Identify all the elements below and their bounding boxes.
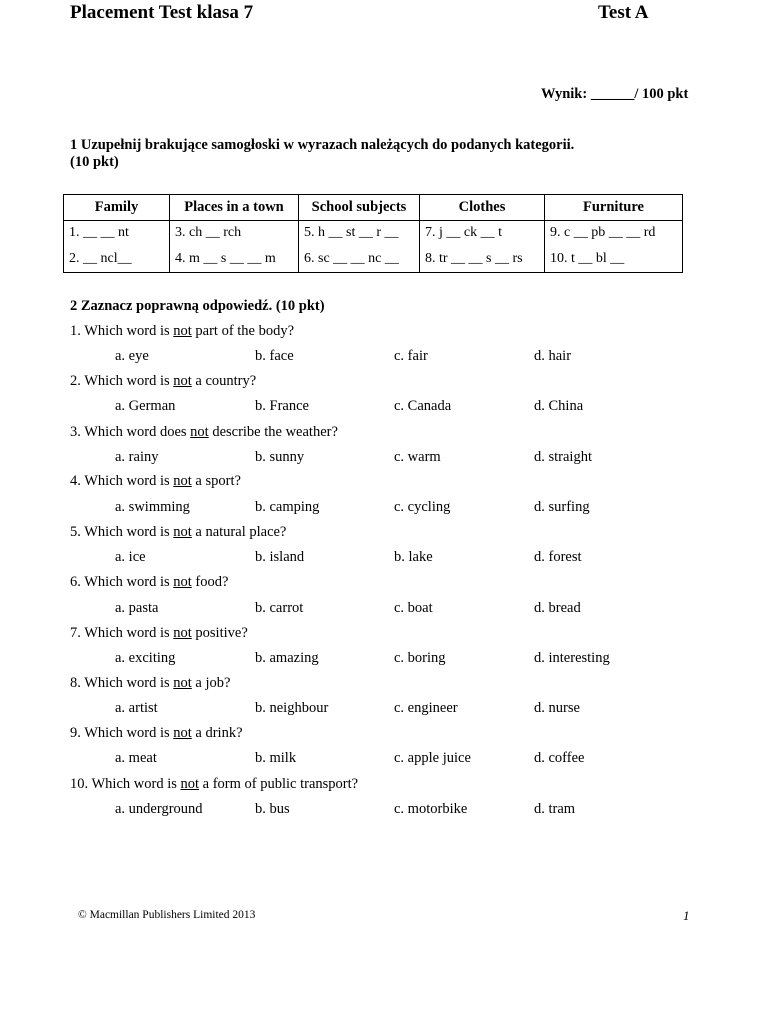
- table-header: School subjects: [299, 195, 420, 221]
- question-text: part of the body?: [191, 323, 295, 339]
- option-a: a. German: [115, 398, 176, 414]
- underlined-word: not: [173, 574, 192, 590]
- option-c: c. warm: [394, 449, 441, 465]
- question-text: 2. Which word is: [70, 373, 174, 389]
- option-c: c. fair: [394, 348, 428, 364]
- option-a: a. exciting: [115, 650, 176, 666]
- table-cell: 3. ch __ rch: [170, 221, 299, 246]
- option-b: b. camping: [255, 499, 320, 515]
- option-d: d. forest: [534, 549, 582, 565]
- option-a: a. swimming: [115, 499, 190, 515]
- question-1: [70, 323, 294, 340]
- table-header: Family: [64, 195, 170, 221]
- question-3: [70, 424, 338, 441]
- underlined-word: not: [180, 776, 200, 792]
- option-a: a. meat: [115, 750, 157, 766]
- table-header-row: [64, 195, 683, 221]
- underlined-word: not: [173, 373, 192, 389]
- option-c: c. cycling: [394, 499, 451, 515]
- table-row: [64, 245, 683, 273]
- question-text: 6. Which word is: [70, 574, 174, 590]
- question-text: a natural place?: [191, 524, 287, 540]
- question-text: 3. Which word does: [70, 424, 191, 440]
- table-header: Places in a town: [170, 195, 299, 221]
- question-10: [70, 776, 358, 793]
- option-d: d. interesting: [534, 650, 610, 666]
- option-b: b. carrot: [255, 600, 304, 616]
- table-cell: 7. j __ ck __ t: [420, 221, 545, 246]
- underlined-word: not: [173, 524, 192, 540]
- option-d: d. tram: [534, 801, 576, 817]
- table-cell: 6. sc __ __ nc __: [299, 245, 420, 273]
- question-9: [70, 725, 243, 742]
- option-d: d. China: [534, 398, 584, 414]
- option-b: b. face: [255, 348, 294, 364]
- vowel-table: [63, 194, 683, 273]
- option-c: c. boring: [394, 650, 446, 666]
- underlined-word: not: [173, 323, 192, 339]
- option-d: d. straight: [534, 449, 592, 465]
- option-b: b. France: [255, 398, 309, 414]
- option-b: b. island: [255, 549, 305, 565]
- underlined-word: not: [173, 675, 192, 691]
- section2-instruction: 2 Zaznacz poprawną odpowiedź. (10 pkt): [70, 298, 325, 314]
- option-a: a. artist: [115, 700, 158, 716]
- option-d: d. surfing: [534, 499, 590, 515]
- question-text: 10. Which word is: [70, 776, 181, 792]
- test-version: Test A: [598, 2, 649, 23]
- question-text: 4. Which word is: [70, 473, 174, 489]
- question-text: a job?: [191, 675, 231, 691]
- option-b: b. neighbour: [255, 700, 329, 716]
- question-4: [70, 473, 241, 490]
- option-b: b. amazing: [255, 650, 319, 666]
- option-d: d. hair: [534, 348, 572, 364]
- option-c: c. engineer: [394, 700, 458, 716]
- option-a: a. rainy: [115, 449, 159, 465]
- table-cell: 10. t __ bl __: [545, 245, 683, 273]
- question-text: a sport?: [191, 473, 241, 489]
- question-text: a form of public transport?: [199, 776, 359, 792]
- option-c: c. motorbike: [394, 801, 468, 817]
- option-b: b. bus: [255, 801, 290, 817]
- table-cell: 5. h __ st __ r __: [299, 221, 420, 246]
- option-d: d. bread: [534, 600, 581, 616]
- question-text: 8. Which word is: [70, 675, 174, 691]
- option-c: c. boat: [394, 600, 433, 616]
- option-c: c. apple juice: [394, 750, 471, 766]
- page-number: 1: [683, 908, 690, 923]
- question-text: 9. Which word is: [70, 725, 174, 741]
- option-a: a. pasta: [115, 600, 159, 616]
- question-text: a drink?: [191, 725, 243, 741]
- question-text: food?: [191, 574, 229, 590]
- question-2: [70, 373, 256, 390]
- table-row: [64, 221, 683, 246]
- question-8: [70, 675, 230, 692]
- underlined-word: not: [173, 625, 192, 641]
- question-text: a country?: [191, 373, 257, 389]
- table-cell: 1. __ __ nt: [64, 221, 170, 246]
- underlined-word: not: [173, 473, 192, 489]
- question-text: 7. Which word is: [70, 625, 174, 641]
- option-b: b. sunny: [255, 449, 305, 465]
- question-text: describe the weather?: [208, 424, 338, 440]
- table-header: Clothes: [420, 195, 545, 221]
- question-text: 1. Which word is: [70, 323, 174, 339]
- score-line: Wynik: ______/ 100 pkt: [541, 86, 689, 102]
- section1-instruction: 1 Uzupełnij brakujące samogłoski w wyrazach należących do podanych kategorii.: [70, 137, 575, 153]
- option-c: c. Canada: [394, 398, 452, 414]
- question-7: [70, 625, 248, 642]
- question-6: [70, 574, 228, 591]
- copyright-footer: © Macmillan Publishers Limited 2013: [78, 909, 256, 921]
- option-a: a. underground: [115, 801, 203, 817]
- option-a: a. ice: [115, 549, 146, 565]
- table-cell: 4. m __ s __ __ m: [170, 245, 299, 273]
- underlined-word: not: [190, 424, 209, 440]
- option-b: b. milk: [255, 750, 297, 766]
- question-text: 5. Which word is: [70, 524, 174, 540]
- section1-points: (10 pkt): [70, 154, 119, 170]
- underlined-word: not: [173, 725, 192, 741]
- option-d: d. coffee: [534, 750, 585, 766]
- option-c: b. lake: [394, 549, 433, 565]
- table-cell: 2. __ ncl__: [64, 245, 170, 273]
- question-text: positive?: [191, 625, 248, 641]
- table-cell: 8. tr __ __ s __ rs: [420, 245, 545, 273]
- option-d: d. nurse: [534, 700, 580, 716]
- table-header: Furniture: [545, 195, 683, 221]
- option-a: a. eye: [115, 348, 149, 364]
- page-title: Placement Test klasa 7: [70, 2, 254, 23]
- table-cell: 9. c __ pb __ __ rd: [545, 221, 683, 246]
- question-5: [70, 524, 286, 541]
